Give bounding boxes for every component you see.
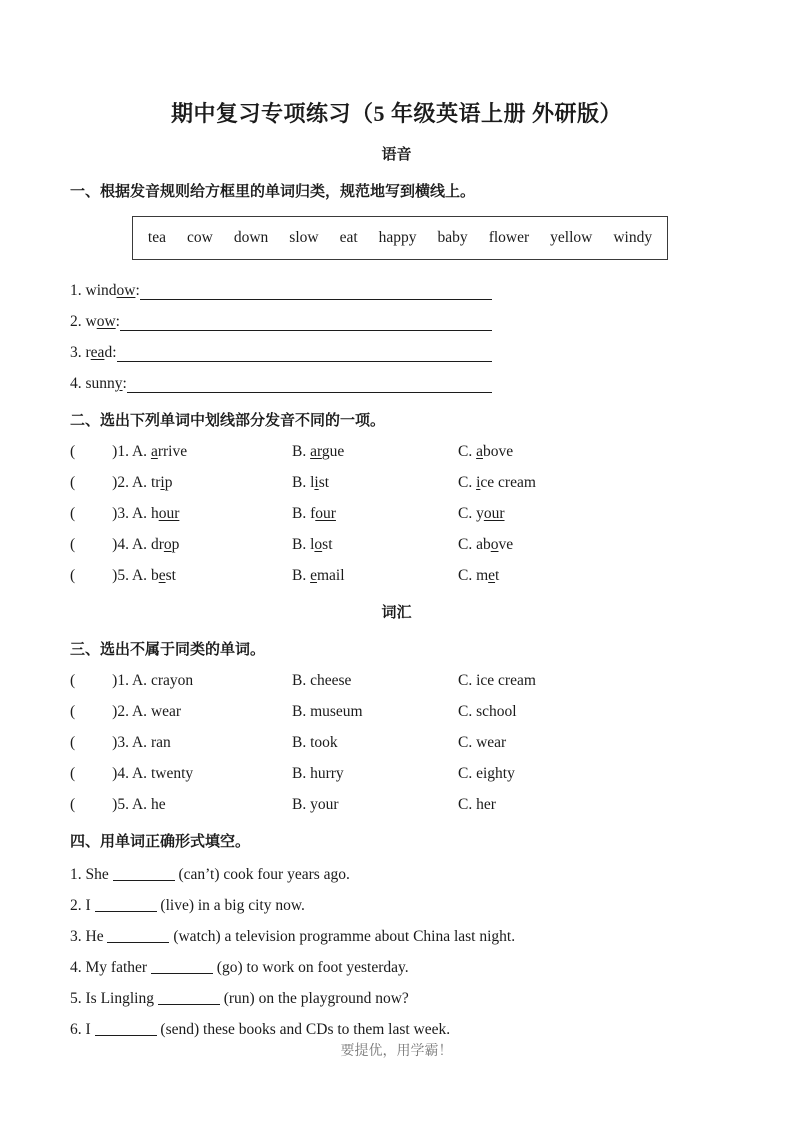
choice-row [70,764,723,784]
fill-blank-sentence: 4. My father (go) to work on foot yesterday. [70,959,409,976]
choice-row [70,504,723,524]
footer-slogan: 要提优，用学霸！ [340,1044,453,1059]
classify-item [70,312,492,332]
word-bank-word: down [233,229,269,246]
choice-option: ( )5. A. he [70,796,166,813]
choice-option: C. met [458,567,500,584]
choice-option: ( )1. A. arrive [70,443,188,460]
underlined-letters: o [490,536,499,553]
choice-option: ( )2. A. trip [70,474,173,491]
word-bank-word: flower [488,229,530,246]
fill-blank-sentence: 1. She (can’t) cook four years ago. [70,866,350,883]
classify-word: 4. sunny: [70,375,127,392]
classify-item [70,281,492,301]
choice-option: B. four [292,505,336,522]
answer-blank [107,929,169,943]
choice-option: C. above [458,536,514,553]
choice-row [70,473,723,493]
underlined-letters: a [476,443,483,460]
fill-blank-sentence: 5. Is Lingling (run) on the playground now? [70,990,409,1007]
word-bank-word: windy [613,229,653,246]
word-bank-word: happy [378,229,417,246]
choice-option: B. list [292,474,330,491]
underlined-letters: ow [96,313,116,330]
answer-blank [151,960,213,974]
choice-option: ( )4. A. twenty [70,765,194,782]
word-bank-box [132,216,668,260]
section3-heading: 三、选出不属于同类的单词。 [70,642,266,658]
underlined-letters: e [310,567,317,584]
answer-blank [95,898,157,912]
word-bank-word: yellow [550,229,593,246]
underlined-letters: ea [90,344,105,361]
word-bank-word: eat [339,229,358,246]
choice-row [70,702,723,722]
choice-option: C. ice cream [458,672,536,689]
choice-option: ( )3. A. ran [70,734,171,751]
choice-row [70,535,723,555]
fill-blank-sentence: 2. I (live) in a big city now. [70,897,305,914]
fill-blank-sentence: 3. He (watch) a television programme about China last night. [70,928,516,945]
underlined-letters: our [315,505,336,522]
fill-blank-sentence: 6. I (send) these books and CDs to them last week. [70,1021,451,1038]
choice-row [70,671,723,691]
phonetics-section-heading: 语音 [381,147,412,163]
underlined-letters: e [488,567,496,584]
choice-option: ( )1. A. crayon [70,672,194,689]
section3-choice-rows [70,671,723,815]
classify-item [70,374,492,394]
choice-option: C. school [458,703,517,720]
choice-option: C. above [458,443,514,460]
underlined-letters: i [160,474,165,491]
answer-blank-line [117,343,493,362]
page-title: 期中复习专项练习（5 年级英语上册 外研版） [170,101,622,126]
choice-row [70,733,723,753]
section4-heading: 四、用单词正确形式填空。 [70,834,251,850]
choice-option: ( )4. A. drop [70,536,180,553]
underlined-letters: o [314,536,323,553]
classify-list [70,281,723,394]
underlined-letters: ow [116,282,136,299]
choice-option: C. ice cream [458,474,536,491]
choice-option: C. your [458,505,505,522]
word-bank-word: cow [187,229,213,246]
underlined-letters: o [163,536,172,553]
classify-word: 2. wow: [70,313,120,330]
choice-option: B. cheese [292,672,352,689]
underlined-letters: ar [310,443,322,460]
choice-option: B. museum [292,703,363,720]
choice-option: C. eighty [458,765,515,782]
choice-option: B. email [292,567,345,584]
underlined-letters: our [483,505,505,522]
answer-blank-line [127,374,492,393]
choice-option: B. hurry [292,765,344,782]
choice-option: ( )3. A. hour [70,505,180,522]
answer-blank [158,991,220,1005]
choice-option: ( )2. A. wear [70,703,182,720]
choice-option: ( )5. A. best [70,567,176,584]
section2-choice-rows [70,442,723,586]
choice-option: C. wear [458,734,507,751]
classify-item [70,343,492,363]
fill-blank-list [70,865,723,1040]
answer-blank [113,867,175,881]
choice-option: C. her [458,796,496,813]
underlined-letters: i [314,474,319,491]
underlined-letters: e [158,567,166,584]
vocab-section-heading: 词汇 [381,605,412,621]
answer-blank-line [120,312,492,331]
underlined-letters: i [476,474,481,491]
word-bank-word: baby [437,229,468,246]
underlined-letters: y [114,375,123,392]
word-bank-word: slow [289,229,319,246]
answer-blank [95,1022,157,1036]
classify-word: 1. window: [70,282,140,299]
underlined-letters: a [150,443,158,460]
choice-row [70,566,723,586]
answer-blank-line [140,281,492,300]
choice-row [70,442,723,462]
choice-option: B. argue [292,443,345,460]
choice-option: B. took [292,734,338,751]
underlined-letters: our [158,505,180,522]
choice-row [70,795,723,815]
section2-heading: 二、选出下列单词中划线部分发音不同的一项。 [70,413,386,429]
section1-heading: 一、根据发音规则给方框里的单词归类，规范地写到横线上。 [70,184,476,200]
classify-word: 3. read: [70,344,117,361]
word-bank-word: tea [147,229,166,246]
choice-option: B. your [292,796,339,813]
choice-option: B. lost [292,536,333,553]
